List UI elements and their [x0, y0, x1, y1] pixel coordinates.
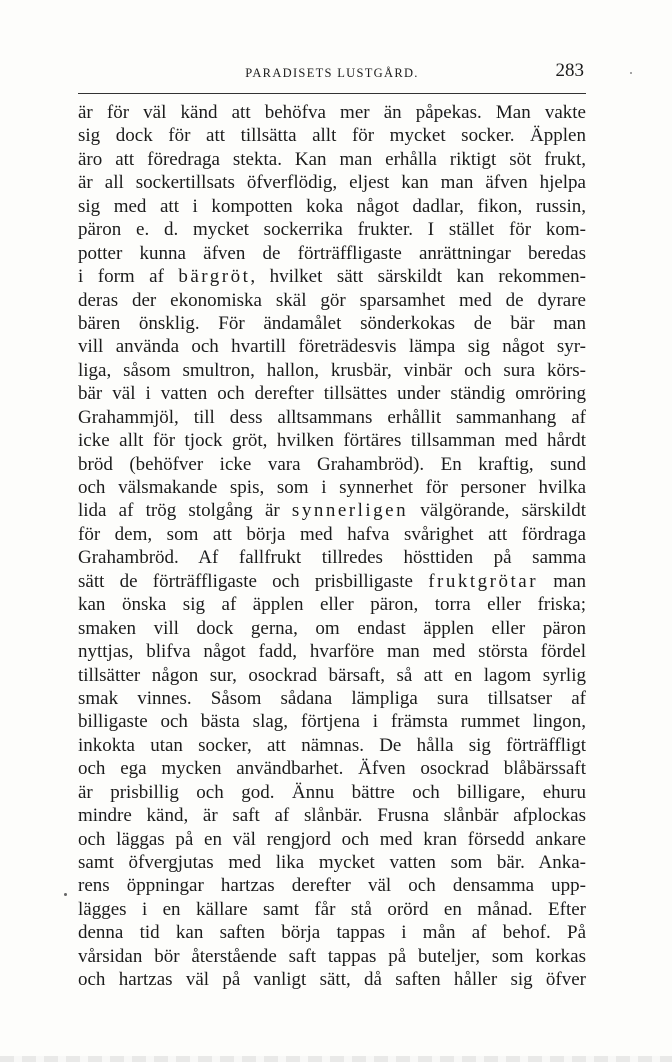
- text-line: och hartzas väl på vanligt sätt, då saften håller sig öfver: [78, 969, 586, 991]
- text-line: bröd (behöfver icke vara Grahambröd). En kraftig, sund: [78, 453, 586, 475]
- text-line: och läggas på en väl rengjord och med kran försedd ankare: [78, 828, 586, 850]
- text-line: och ega mycken användbarhet. Äfven osockrad blåbärssaft: [78, 758, 586, 780]
- text-line: denna tid kan saften börja tappas i mån af behof. På: [78, 922, 586, 944]
- text-line: deras der ekonomiska skäl gör sparsamhet med de dyrare: [78, 289, 586, 311]
- text-line: tillsätter någon sur, osockrad bärsaft, så att en lagom syrlig: [78, 664, 586, 686]
- text-line: i form af bärgröt, hvilket sätt särskildt kan rekommen-: [78, 266, 586, 288]
- spaced-emphasis: synnerligen: [291, 500, 409, 522]
- page-number: 283: [555, 60, 584, 81]
- text-line: för dem, som att börja med hafva svårighet att fördraga: [78, 523, 586, 545]
- text-line: sätt de förträffligaste och prisbilligaste fruktgrötar man: [78, 570, 586, 592]
- body-text: [78, 101, 586, 992]
- text-line: smak vinnes. Såsom sådana lämpliga sura tillsatser af: [78, 687, 586, 709]
- text-line: sig dock för att tillsätta allt för mycket socker. Äpplen: [78, 125, 586, 147]
- header-rule: [78, 93, 586, 94]
- scan-edge: [0, 1056, 672, 1062]
- text-line: päron e. d. mycket sockerrika frukter. I stället för kom-: [78, 219, 586, 241]
- text-line: lägges i en källare samt får stå orörd en månad. Efter: [78, 898, 586, 920]
- text-line: kan önska sig af äpplen eller päron, torra eller friska;: [78, 594, 586, 616]
- text-line: inkokta utan socker, att nämnas. De hålla sig förträffligt: [78, 734, 586, 756]
- text-line: äro att föredraga stekta. Kan man erhålla riktigt söt frukt,: [78, 148, 586, 170]
- text-line: lida af trög stolgång är synnerligen välgörande, särskildt: [78, 500, 586, 522]
- text-line: liga, såsom smultron, hallon, krusbär, vinbär och sura körs-: [78, 359, 586, 381]
- spaced-emphasis: fruktgrötar: [428, 570, 539, 592]
- text-line: vårsidan bör återstående saft tappas på buteljer, som korkas: [78, 945, 586, 967]
- running-title: PARADISETS LUSTGÅRD.: [245, 66, 419, 80]
- text-line: potter kunna äfven de förträffligaste anrättningar beredas: [78, 242, 586, 264]
- text-line: rens öppningar hartzas derefter väl och densamma upp-: [78, 875, 586, 897]
- text-line: nyttjas, blifva något fadd, hvarföre man med största fördel: [78, 641, 586, 663]
- page-header: [78, 58, 586, 84]
- text-line: mindre känd, är saft af slånbär. Frusna slånbär afplockas: [78, 805, 586, 827]
- text-line: sig med att i kompotten koka något dadlar, fikon, russin,: [78, 195, 586, 217]
- text-line: är för väl känd att behöfva mer än påpekas. Man vakte: [78, 102, 586, 123]
- text-line: bären önsklig. För ändamålet sönderkokas de bär man: [78, 312, 586, 334]
- text-line: och välsmakande spis, som i synnerhet för personer hvilka: [78, 477, 586, 498]
- text-line: Grahammjöl, till dess alltsammans erhållit sammanhang af: [78, 406, 586, 428]
- margin-speck: [64, 893, 67, 896]
- text-line: samt öfvergjutas med lika mycket vatten som bär. Anka-: [78, 852, 586, 873]
- text-line: är all sockertillsats öfverflödig, eljest kan man äfven hjelpa: [78, 172, 586, 194]
- text-line: smaken vill dock gerna, om endast äpplen eller päron: [78, 617, 586, 639]
- text-line: bär väl i vatten och derefter tillsättes under ständig omröring: [78, 383, 586, 405]
- text-line: Grahambröd. Af fallfrukt tillredes hösttiden på samma: [78, 547, 586, 569]
- text-line: icke allt för tjock gröt, hvilken förtäres tillsamman med hårdt: [78, 430, 586, 452]
- text-line: vill använda och hvartill företrädesvis lämpa sig något syr-: [78, 336, 586, 358]
- spaced-emphasis: bärgröt: [178, 266, 251, 288]
- text-line: är prisbillig och god. Ännu bättre och billigare, ehuru: [78, 781, 586, 803]
- text-line: billigaste och bästa slag, förtjena i främsta rummet lingon,: [78, 711, 586, 733]
- corner-speck: [630, 72, 632, 74]
